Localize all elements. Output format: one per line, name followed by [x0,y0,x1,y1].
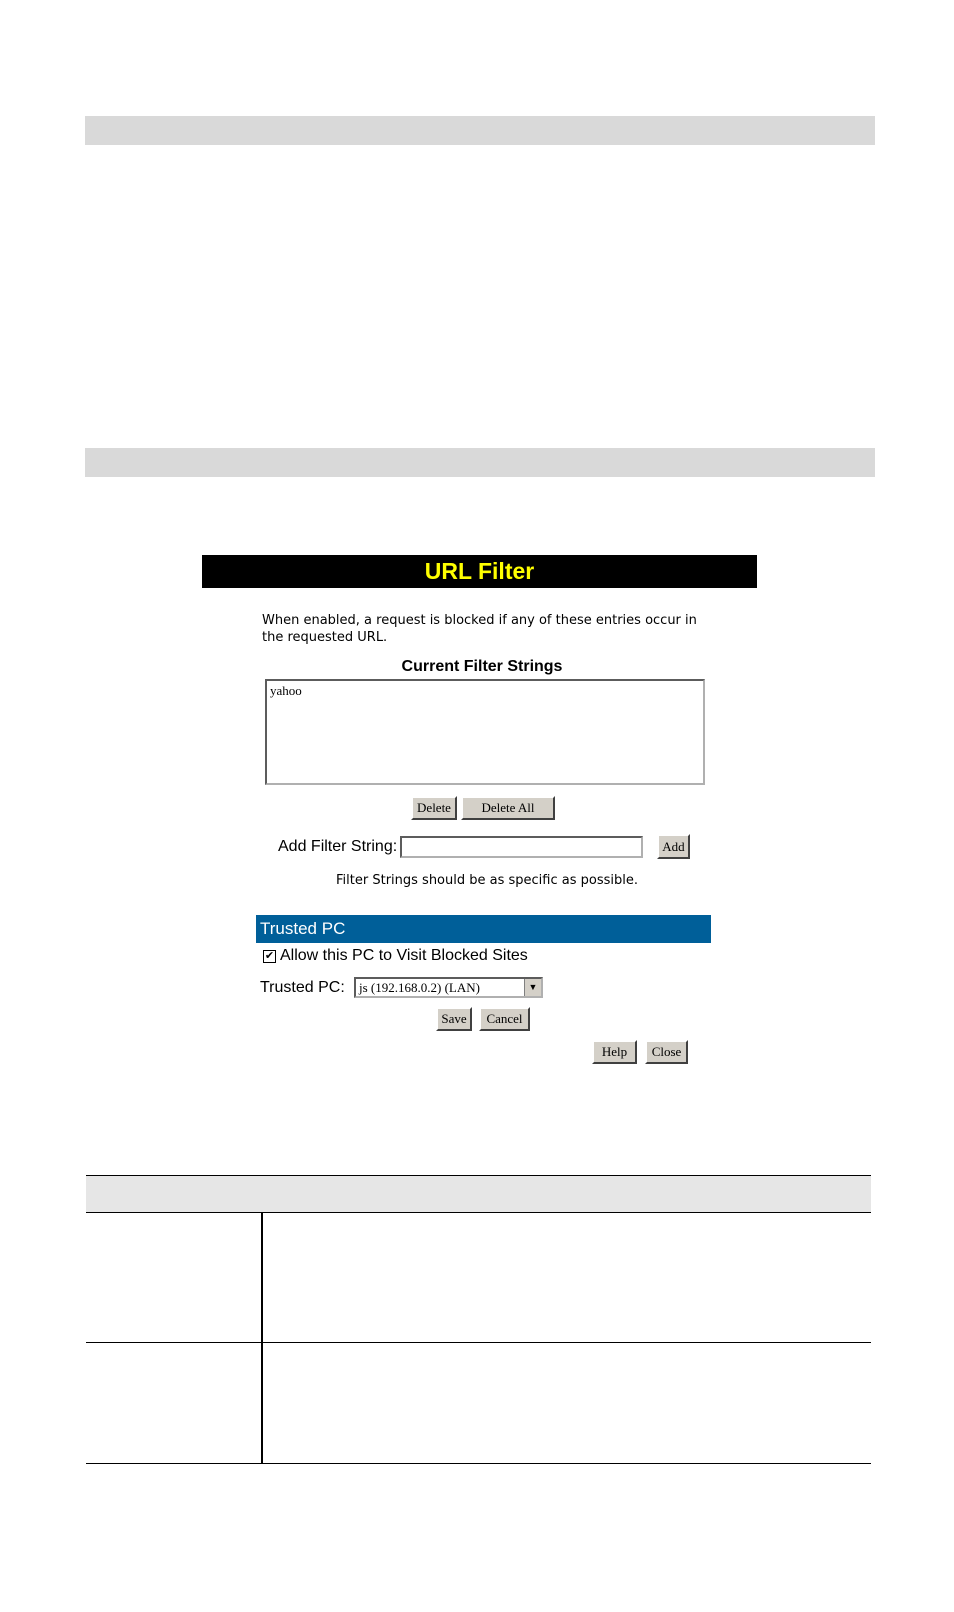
table-bottom-border [86,1463,871,1464]
list-item[interactable]: yahoo [270,683,302,698]
trusted-pc-selected: js (192.168.0.2) (LAN) [359,980,480,995]
close-button[interactable]: Close [645,1040,688,1064]
section-header-bar [85,448,875,477]
help-button[interactable]: Help [592,1040,637,1064]
allow-label: Allow this PC to Visit Blocked Sites [280,947,528,964]
chevron-down-icon[interactable]: ▼ [524,979,541,996]
cancel-button[interactable]: Cancel [479,1007,530,1031]
filter-hint: Filter Strings should be as specific as possible. [336,873,638,888]
table-row-divider [86,1342,871,1343]
filter-description: When enabled, a request is blocked if any of these entries occur in the requested URL. [262,613,697,645]
delete-button[interactable]: Delete [411,796,457,820]
save-button[interactable]: Save [436,1007,472,1031]
trusted-pc-heading: Trusted PC [256,915,711,943]
add-button[interactable]: Add [657,834,690,859]
delete-all-button[interactable]: Delete All [461,796,555,820]
section-header-bar [85,116,875,145]
current-filters-heading: Current Filter Strings [401,658,563,675]
allow-checkbox[interactable]: ✔ [264,950,275,962]
trusted-pc-select[interactable] [354,977,543,998]
add-filter-label: Add Filter String: [278,838,398,855]
table-header [86,1175,871,1213]
filter-string-list[interactable] [265,679,705,785]
trusted-pc-label: Trusted PC: [260,979,345,996]
allow-blocked-row[interactable] [263,947,528,965]
table-column-divider [261,1213,263,1464]
add-filter-input[interactable] [400,836,643,858]
page-title: URL Filter [202,555,757,588]
